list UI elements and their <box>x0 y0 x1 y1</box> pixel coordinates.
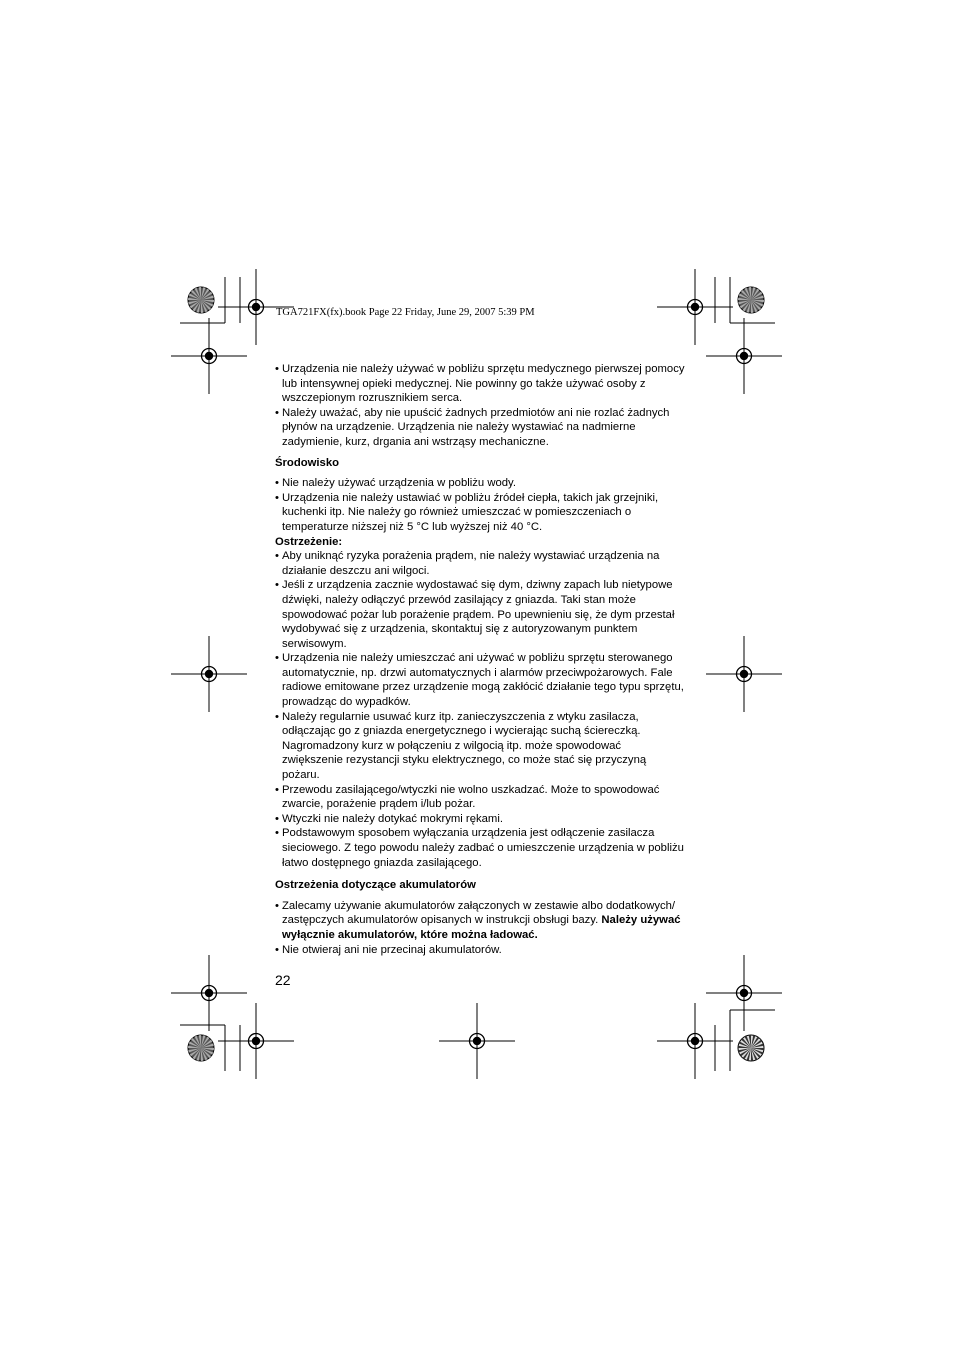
list-item <box>275 406 685 450</box>
list-item-text: Podstawowym sposobem wyłączania urządzenia jest odłączenie zasilacza sieciowego. Z tego powodu należy zadbać o umieszczenie urządzenia w pobliżu łatwo dostępnego gniazda zasilającego. <box>282 827 684 869</box>
bullet: • <box>275 899 279 912</box>
list-item <box>275 578 685 651</box>
list-item-text: Aby uniknąć ryzyka porażenia prądem, nie należy wystawiać urządzenia na działanie deszczu ani wilgoci. <box>282 550 660 577</box>
list-item <box>275 826 685 870</box>
list-item <box>275 943 685 958</box>
bullet: • <box>275 363 279 375</box>
registration-mark <box>706 636 782 712</box>
list-item-text: Należy regularnie usuwać kurz itp. zanieczyszczenia z wtyku zasilacza, odłączając go z gniazda energetycznego i wycierając suchą ściereczką. Nagromadzony kurz w połączeniu z wilgocią itp. może spowodować zwiększenie rezystancji styku elektrycznego, co może stać się przyczyną pożaru. <box>282 710 647 782</box>
section-heading-environment: Środowisko <box>275 456 340 469</box>
bullet: • <box>275 579 279 592</box>
list-item <box>275 549 685 578</box>
list-item-text: Zalecamy używanie akumulatorów załączonych w zestawie albo dodatkowych/ zastępczych akumulatorów opisanych w instrukcji obsługi bazy. <box>282 899 676 927</box>
list-item <box>275 710 685 783</box>
list-item <box>275 362 685 406</box>
registration-mark <box>171 318 247 394</box>
bullet: • <box>275 491 279 504</box>
list-item-text: Jeśli z urządzenia zacznie wydostawać się dym, dziwny zapach lub nietypowe dźwięki, należy odłączyć przewód zasilający z gniazda. Taki stan może spowodować pożar lub porażenie prądem. Po upewnieniu się, że dym przestał wydobywać się z urządzenia, skontaktuj się z autoryzowanym punktem serwisowym. <box>282 579 675 650</box>
registration-mark <box>706 955 782 1031</box>
safety-list <box>275 362 685 450</box>
list-item <box>275 476 685 491</box>
list-item <box>275 783 685 812</box>
bullet: • <box>275 652 279 665</box>
list-item-text: Urządzenia nie należy używać w pobliżu sprzętu medycznego pierwszej pomocy lub intensywnej opieki medycznej. Nie powinny go także używać osoby z wszczepionym rozrusznikiem serca. <box>282 363 685 405</box>
list-item <box>275 491 685 535</box>
registration-mark <box>218 1003 294 1079</box>
registration-mark <box>706 318 782 394</box>
list-item-text: Wtyczki nie należy dotykać mokrymi rękami. <box>282 812 503 825</box>
registration-mark <box>171 955 247 1031</box>
bullet: • <box>275 406 279 419</box>
list-item <box>275 812 685 827</box>
registration-mark <box>171 636 247 712</box>
list-item <box>275 651 685 709</box>
list-item-text: Nie należy używać urządzenia w pobliżu wody. <box>282 477 517 490</box>
color-target <box>738 287 764 313</box>
color-target <box>188 287 214 313</box>
environment-list <box>275 476 685 534</box>
list-item-bold-text: Należy używać wyłącznie akumulatorów, które można ładować. <box>282 914 681 941</box>
warning-list <box>275 549 685 870</box>
registration-mark <box>439 1003 515 1079</box>
bullet: • <box>275 943 279 956</box>
bullet: • <box>275 827 279 840</box>
registration-mark <box>657 269 733 345</box>
registration-mark <box>657 1003 733 1079</box>
bullet: • <box>275 550 279 563</box>
color-target <box>188 1035 214 1061</box>
bullet: • <box>275 812 279 825</box>
battery-list <box>275 899 685 957</box>
bullet: • <box>275 783 279 796</box>
list-item-text: Urządzenia nie należy umieszczać ani używać w pobliżu sprzętu sterowanego automatycznie, np. drzwi automatycznych i alarmów przeciwpożarowych. Fale radiowe emitowane przez urządzenie mogą zakłócić działanie tego typu sprzętu, prowadząc do wypadków. <box>282 652 684 709</box>
section-heading-warning: Ostrzeżenie: <box>275 535 343 548</box>
list-item <box>275 899 685 943</box>
section-heading-battery: Ostrzeżenia dotyczące akumulatorów <box>275 879 476 892</box>
bullet: • <box>275 710 279 723</box>
list-item-text: Urządzenia nie należy ustawiać w pobliżu źródeł ciepła, takich jak grzejniki, kuchenki itp. Nie należy go również umieszczać w pomieszczeniach o temperaturze niższej niż 5 °C lub wyższej niż 40 °C. <box>282 491 659 533</box>
list-item-text: Należy uważać, aby nie upuścić żadnych przedmiotów ani nie rozlać żadnych płynów na urządzenie. Urządzenia nie należy wystawiać na nadmierne zadymienie, kurz, drgania ani wstrząsy mechaniczne. <box>282 406 670 448</box>
color-target <box>738 1035 764 1061</box>
bullet: • <box>275 477 279 490</box>
page-content <box>275 362 685 957</box>
list-item-text: Przewodu zasilającego/wtyczki nie wolno uszkadzać. Może to spowodować zwarcie, porażenie prądem i/lub pożar. <box>282 783 660 811</box>
page-number: 22 <box>275 972 291 988</box>
book-file-info: TGA721FX(fx).book Page 22 Friday, June 29, 2007 5:39 PM <box>276 307 535 318</box>
list-item-text: Nie otwieraj ani nie przecinaj akumulatorów. <box>282 943 502 956</box>
